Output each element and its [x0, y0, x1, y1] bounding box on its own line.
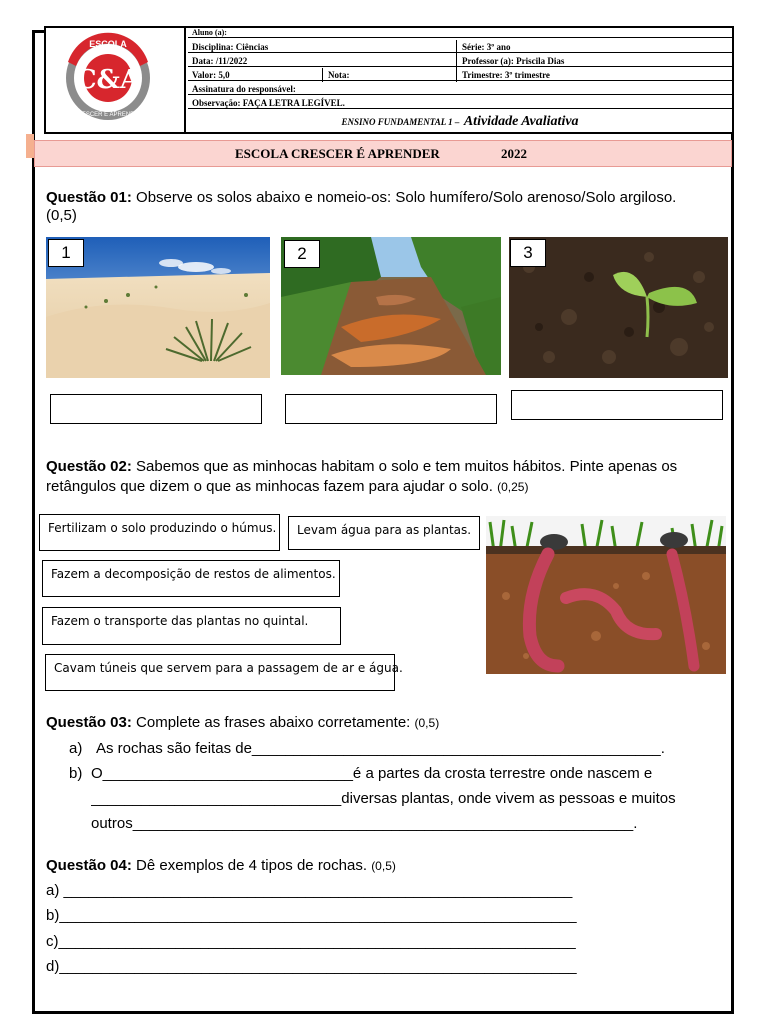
soil-number-3: 3: [510, 239, 546, 267]
q3-b-line3[interactable]: outros____________________________________________________________.: [91, 815, 638, 832]
serie-field: Série: 3º ano: [462, 42, 511, 52]
atividade-title: [188, 112, 732, 132]
header-table: [44, 26, 734, 134]
q3-a-marker: a): [69, 740, 83, 757]
q3-label: Questão 03:: [46, 714, 132, 731]
answer-box-2[interactable]: [285, 394, 497, 424]
q4-line-c[interactable]: c)______________________________________________________________: [46, 933, 576, 950]
option-box-4[interactable]: Fazem o transporte das plantas no quintal.: [42, 607, 341, 645]
observacao-field: Observação: FAÇA LETRA LEGÍVEL.: [192, 98, 345, 108]
logo-text-top: ESCOLA: [89, 39, 127, 49]
q4-line-b[interactable]: b)______________________________________________________________: [46, 907, 577, 924]
banner-accent: [26, 134, 34, 158]
q2-title: [46, 457, 677, 477]
q1-title: [46, 188, 676, 208]
separator: [322, 68, 323, 82]
school-logo: [46, 28, 186, 132]
option-box-1[interactable]: Fertilizam o solo produzindo o húmus.: [39, 514, 280, 551]
school-banner: [34, 140, 732, 167]
soil-number-1: 1: [48, 239, 84, 267]
soil-number-2: 2: [284, 240, 320, 268]
data-row: [188, 54, 732, 67]
q4-title: [46, 856, 396, 876]
q4-line-d[interactable]: d)______________________________________________________________: [46, 958, 577, 975]
logo-text-bottom: CRESCER E APRENDER: [73, 112, 143, 118]
valor-row: [188, 68, 732, 81]
data-field: Data: /11/2022: [192, 56, 248, 66]
answer-box-1[interactable]: [50, 394, 262, 424]
atividade-label: Atividade Avaliativa: [463, 114, 579, 129]
disciplina-row: [188, 40, 732, 53]
logo-mark: C&A: [75, 65, 141, 95]
option-box-2[interactable]: Levam água para as plantas.: [288, 516, 480, 550]
q3-title: [46, 713, 439, 733]
q3-b-marker: b): [69, 765, 83, 782]
q2-label: Questão 02:: [46, 458, 132, 475]
aluno-field: Aluno (a):: [188, 28, 732, 38]
disciplina-field: Disciplina: Ciências: [192, 42, 269, 52]
assinatura-field: Assinatura do responsável:: [192, 84, 296, 94]
banner-year: 2022: [501, 146, 527, 161]
q2-title-line2: [46, 477, 528, 497]
q2-points: (0,25): [497, 480, 529, 494]
school-logo-icon: [46, 28, 184, 132]
q4-line-a[interactable]: a) _____________________________________________________________: [46, 882, 573, 899]
q3-text: Complete as frases abaixo corretamente:: [131, 714, 411, 731]
answer-box-3[interactable]: [511, 390, 723, 420]
q3-b-line1[interactable]: O______________________________é a partes da crosta terrestre onde nascem e: [91, 765, 653, 782]
valor-field: Valor: 5,0: [192, 70, 230, 80]
banner-school: ESCOLA CRESCER É APRENDER: [235, 146, 440, 161]
q1-label: Questão 01:: [46, 189, 132, 206]
q3-a-line[interactable]: As rochas são feitas de_________________________________________________.: [96, 740, 665, 757]
q4-text: Dê exemplos de 4 tipos de rochas.: [131, 857, 368, 874]
q3-b-line2[interactable]: ______________________________diversas plantas, onde vivem as pessoas e muitos: [91, 790, 676, 807]
separator: [456, 68, 457, 82]
q1-text: Observe os solos abaixo e nomeio-os: Solo humífero/Solo arenoso/Solo argiloso.: [131, 189, 677, 206]
nota-field: Nota:: [328, 70, 350, 80]
option-box-5[interactable]: Cavam túneis que servem para a passagem de ar e água.: [45, 654, 395, 691]
ensino-label: ENSINO FUNDAMENTAL 1 –: [341, 117, 460, 127]
earthworm-image: [486, 516, 726, 674]
trimestre-field: Trimestre: 3º trimestre: [462, 70, 550, 80]
q2-text2: retângulos que dizem o que as minhocas fazem para ajudar o solo.: [46, 478, 493, 495]
q2-text: Sabemos que as minhocas habitam o solo e tem muitos hábitos. Pinte apenas os: [131, 458, 678, 475]
professor-field: Professor (a): Priscila Dias: [462, 56, 565, 66]
q3-points: (0,5): [414, 716, 440, 730]
q4-label: Questão 04:: [46, 857, 132, 874]
q1-points: (0,5): [46, 207, 77, 224]
option-box-3[interactable]: Fazem a decomposição de restos de alimentos.: [42, 560, 340, 597]
q4-points: (0,5): [371, 859, 396, 873]
